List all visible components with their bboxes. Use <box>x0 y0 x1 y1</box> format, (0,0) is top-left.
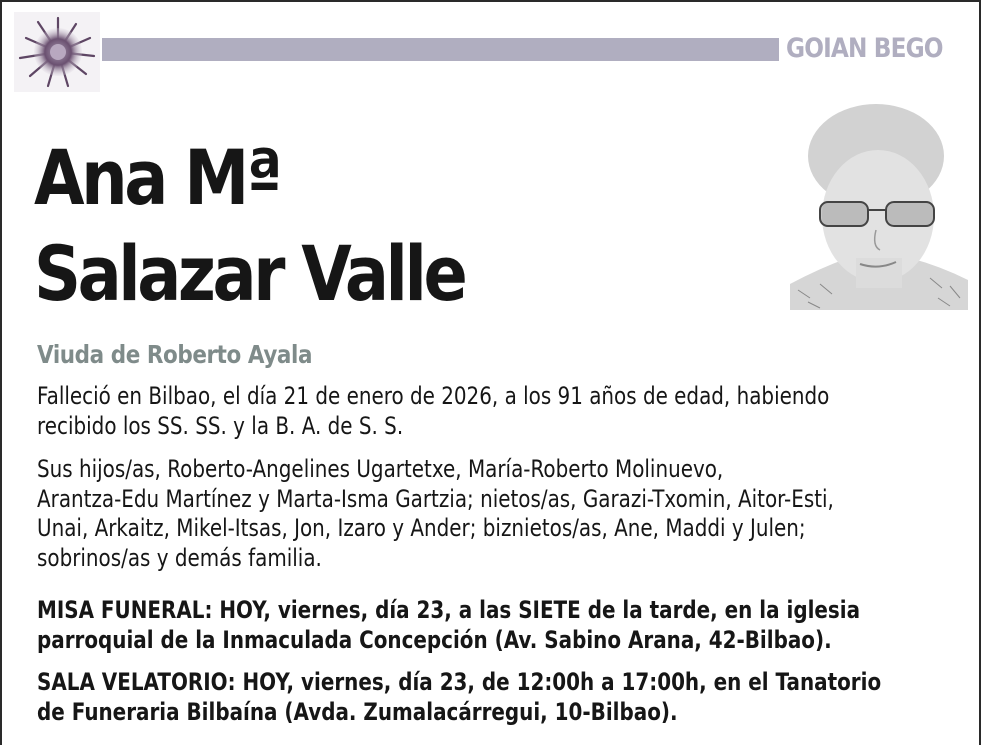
text-line: de Funeraria Bilbaína (Avda. Zumalacárregui, 10-Bilbao). <box>37 697 678 726</box>
name-line-surname: Salazar Valle <box>34 229 465 318</box>
text-line: recibido los SS. SS. y la B. A. de S. S. <box>37 411 404 440</box>
text-line: Falleció en Bilbao, el día 21 de enero de 2026, a los 91 años de edad, habiendo <box>37 382 830 410</box>
death-notice-paragraph <box>37 382 967 441</box>
text-line: Arantza-Edu Martínez y Marta-Isma Gartzia; nietos/as, Garazi-Txomin, Aitor-Esti, <box>37 484 834 513</box>
text-line: sobrinos/as y demás familia. <box>37 543 322 572</box>
text-line: SALA VELATORIO: HOY, viernes, día 23, de 12:00h a 17:00h, en el Tanatorio <box>37 668 882 696</box>
text-line: Sus hijos/as, Roberto-Angelines Ugartetxe, María-Roberto Molinuevo, <box>37 455 724 483</box>
section-label: GOIAN BEGO <box>786 33 943 64</box>
text-line: parroquial de la Inmaculada Concepción (Av. Sabino Arana, 42-Bilbao). <box>37 625 832 654</box>
family-paragraph <box>37 455 967 573</box>
name-line-first: Ana Mª <box>34 133 280 222</box>
header-bar <box>102 38 779 61</box>
portrait-photo <box>790 98 968 310</box>
text-line: Unai, Arkaitz, Mikel-Itsas, Jon, Izaro y Ander; biznietos/as, Ane, Maddi y Julen; <box>37 514 806 542</box>
funeral-mass-paragraph <box>37 596 967 655</box>
wake-room-paragraph <box>37 668 967 727</box>
text-line: MISA FUNERAL: HOY, viernes, día 23, a las SIETE de la tarde, en la iglesia <box>37 596 861 624</box>
deceased-name <box>34 130 464 322</box>
flower-icon <box>14 12 100 92</box>
widow-of-subtitle: Viuda de Roberto Ayala <box>37 340 313 369</box>
